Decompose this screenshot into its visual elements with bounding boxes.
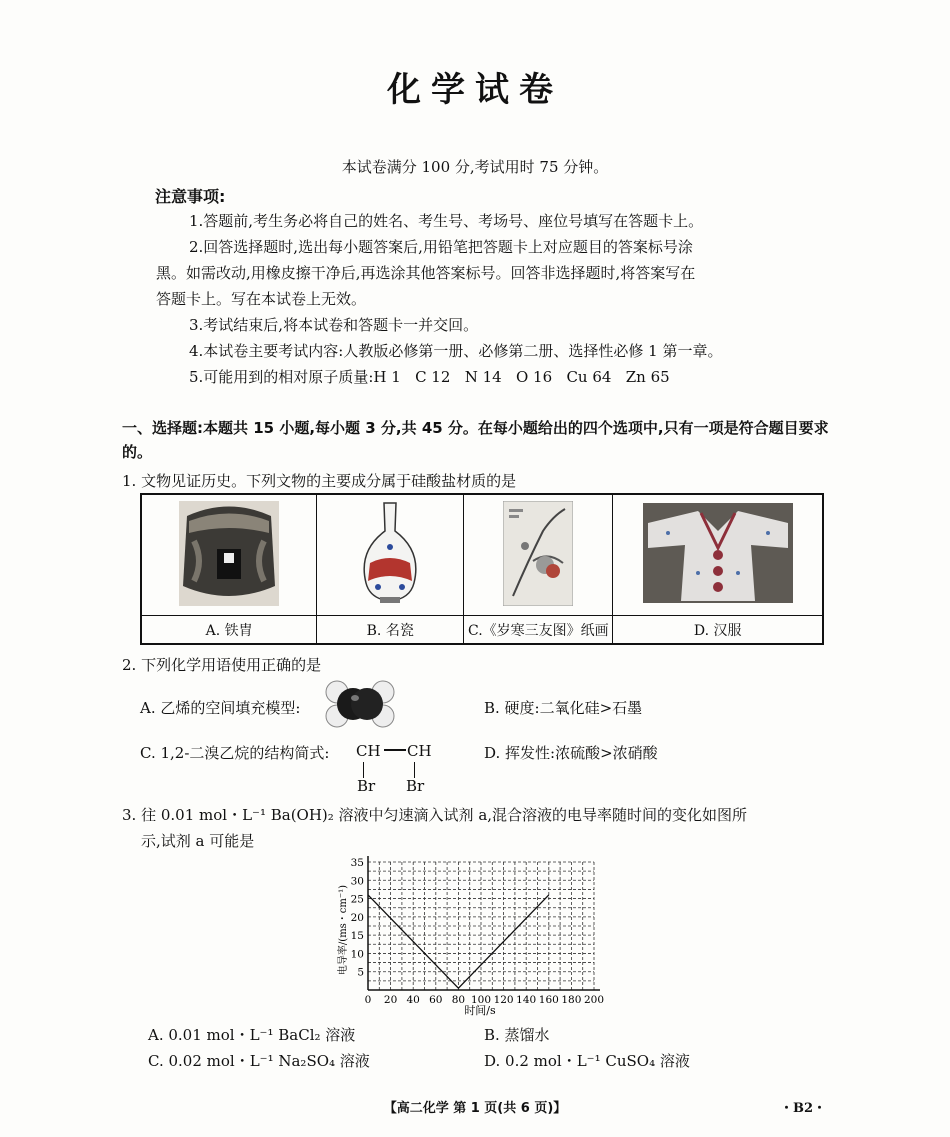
y-tick-label: 5	[357, 966, 364, 979]
option-label: B. 名瓷	[317, 616, 464, 644]
notice-line-2a: 2.回答选择题时,选出每小题答案后,用铅笔把答题卡上对应题目的答案标号涂	[189, 238, 693, 256]
iron-helmet-image	[179, 501, 279, 606]
notice-line-4: 4.本试卷主要考试内容:人教版必修第一册、必修第二册、选择性必修 1 第一章。	[189, 342, 723, 360]
q3-option-c: C. 0.02 mol・L⁻¹ Na₂SO₄ 溶液	[148, 1052, 370, 1070]
question-2-stem: 2. 下列化学用语使用正确的是	[122, 656, 322, 674]
struct-bond	[363, 762, 364, 778]
y-tick-label: 30	[350, 875, 364, 888]
han-robe-image	[643, 503, 793, 603]
x-tick-label: 60	[429, 994, 443, 1006]
option-label: D. 汉服	[613, 616, 823, 644]
notice-line-2b: 黑。如需改动,用橡皮擦干净后,再选涂其他答案标号。回答非选择题时,将答案写在	[156, 264, 696, 282]
x-tick-label: 20	[383, 994, 398, 1006]
question-3-stem: 3. 往 0.01 mol・L⁻¹ Ba(OH)₂ 溶液中匀速滴入试剂 a,混合溶液的电导率随时间的变化如图所	[122, 806, 748, 824]
struct-bond	[384, 749, 406, 751]
x-tick-label: 40	[406, 994, 420, 1006]
q3-option-d: D. 0.2 mol・L⁻¹ CuSO₄ 溶液	[484, 1052, 690, 1070]
paper-painting-image	[503, 501, 573, 606]
y-tick-label: 15	[350, 930, 364, 943]
x-tick-label: 200	[583, 994, 605, 1006]
y-axis-label: 电导率/(ms・cm⁻¹)	[338, 884, 349, 976]
x-tick-label: 160	[538, 994, 559, 1006]
ethylene-model-icon	[325, 680, 395, 728]
page-footer: 【高二化学 第 1 页(共 6 页)】	[383, 1101, 567, 1116]
question-1-stem: 1. 文物见证历史。下列文物的主要成分属于硅酸盐材质的是	[122, 472, 517, 490]
relic-image-cell	[141, 494, 317, 616]
x-tick-label: 0	[364, 994, 372, 1006]
exam-info: 本试卷满分 100 分,考试用时 75 分钟。	[341, 158, 609, 176]
conductivity-chart	[330, 852, 620, 1022]
page-title: 化学试卷	[387, 70, 563, 110]
section-1-heading: 一、选择题:本题共 15 小题,每小题 3 分,共 45 分。在每小题给出的四个选项中,只有一项是符合题目要求的。	[122, 419, 829, 461]
q2-option-d: D. 挥发性:浓硫酸>浓硝酸	[484, 744, 658, 762]
q2-option-a: A. 乙烯的空间填充模型:	[140, 699, 301, 717]
relic-table	[140, 493, 824, 645]
y-tick-label: 20	[350, 911, 364, 924]
page-code: ・B2・	[780, 1101, 827, 1116]
y-tick-label: 25	[350, 893, 364, 906]
notice-line-5: 5.可能用到的相对原子质量:H 1 C 12 N 14 O 16 Cu 64 Zn 65	[189, 368, 670, 386]
y-tick-label: 10	[350, 948, 364, 961]
porcelain-vase-image	[356, 501, 424, 606]
relic-image-cell	[464, 494, 613, 616]
x-axis-label: 时间/s	[464, 1004, 496, 1017]
q3-option-a: A. 0.01 mol・L⁻¹ BaCl₂ 溶液	[148, 1026, 356, 1044]
option-label: C.《岁寒三友图》纸画	[464, 616, 613, 644]
notice-line-3: 3.考试结束后,将本试卷和答题卡一并交回。	[189, 316, 479, 334]
relic-image-cell	[317, 494, 464, 616]
x-tick-label: 140	[516, 994, 537, 1006]
y-tick-label: 35	[350, 857, 364, 869]
question-3-stem-2: 示,试剂 a 可能是	[141, 832, 255, 850]
notice-line-1: 1.答题前,考生务必将自己的姓名、考生号、考场号、座位号填写在答题卡上。	[189, 212, 704, 230]
option-label: A. 铁胄	[141, 616, 317, 644]
struct-ch-left: CH	[356, 742, 381, 760]
struct-br-right: Br	[406, 777, 425, 795]
x-tick-label: 100	[470, 994, 492, 1006]
relic-image-cell	[613, 494, 823, 616]
notice-heading: 注意事项:	[155, 187, 226, 206]
x-tick-label: 80	[451, 994, 466, 1006]
notice-line-2c: 答题卡上。写在本试卷上无效。	[156, 290, 367, 308]
q3-option-b: B. 蒸馏水	[484, 1026, 550, 1044]
struct-bond	[414, 762, 415, 778]
x-tick-label: 120	[493, 994, 514, 1006]
x-tick-label: 180	[561, 994, 582, 1006]
struct-ch-right: CH	[407, 742, 432, 760]
struct-br-left: Br	[357, 777, 376, 795]
q2-option-c: C. 1,2-二溴乙烷的结构简式:	[140, 744, 330, 762]
q2-option-b: B. 硬度:二氧化硅>石墨	[484, 699, 643, 717]
